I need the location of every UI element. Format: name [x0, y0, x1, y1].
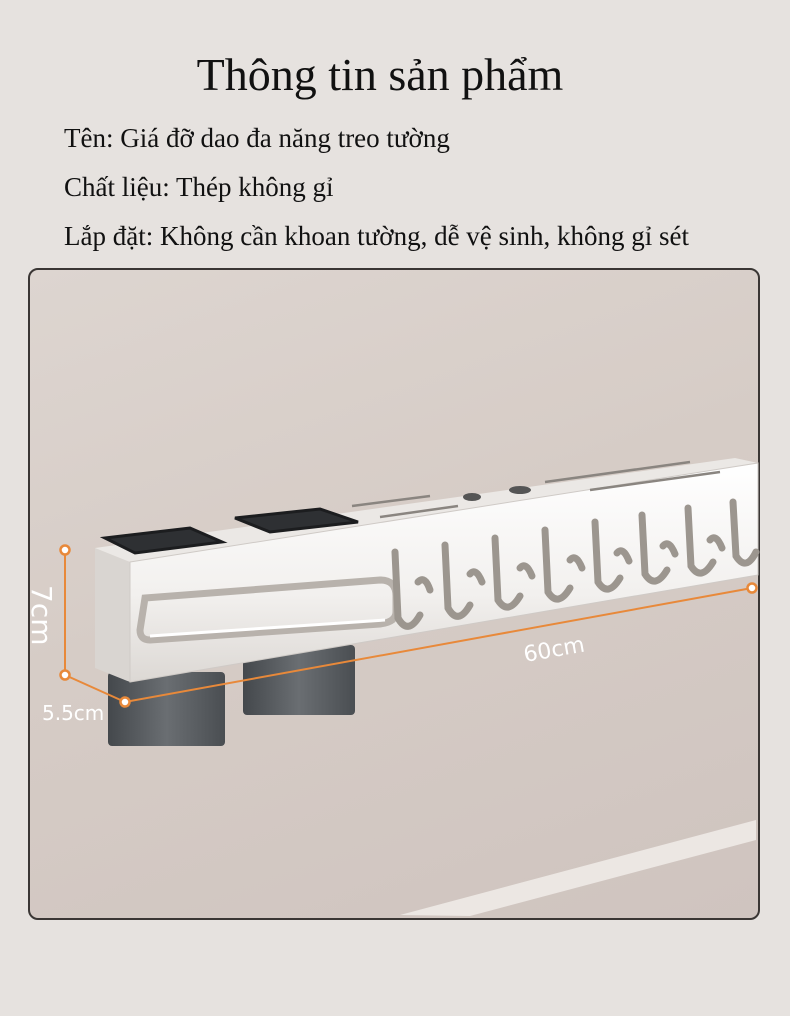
rack-side: [95, 548, 130, 682]
dimension-point: [748, 584, 757, 593]
page-title: Thông tin sản phẩm: [196, 49, 564, 100]
dimension-point: [61, 546, 70, 555]
product-material: Chất liệu: Thép không gỉ: [64, 172, 334, 202]
dimension-point: [121, 698, 130, 707]
floor-highlight: [400, 820, 756, 916]
dimension-depth-label: 5.5cm: [42, 701, 105, 725]
dimension-length-label: 60cm: [521, 632, 587, 668]
product-name: Tên: Giá đỡ dao đa năng treo tường: [64, 123, 450, 153]
dimension-height-label: 7cm: [25, 585, 58, 646]
cup-left: [108, 672, 225, 746]
dimension-point: [61, 671, 70, 680]
scissor-slot: [509, 486, 531, 494]
scissor-slot: [463, 493, 481, 501]
product-installation: Lắp đặt: Không cần khoan tường, dễ vệ sinh, không gỉ sét: [64, 221, 690, 251]
